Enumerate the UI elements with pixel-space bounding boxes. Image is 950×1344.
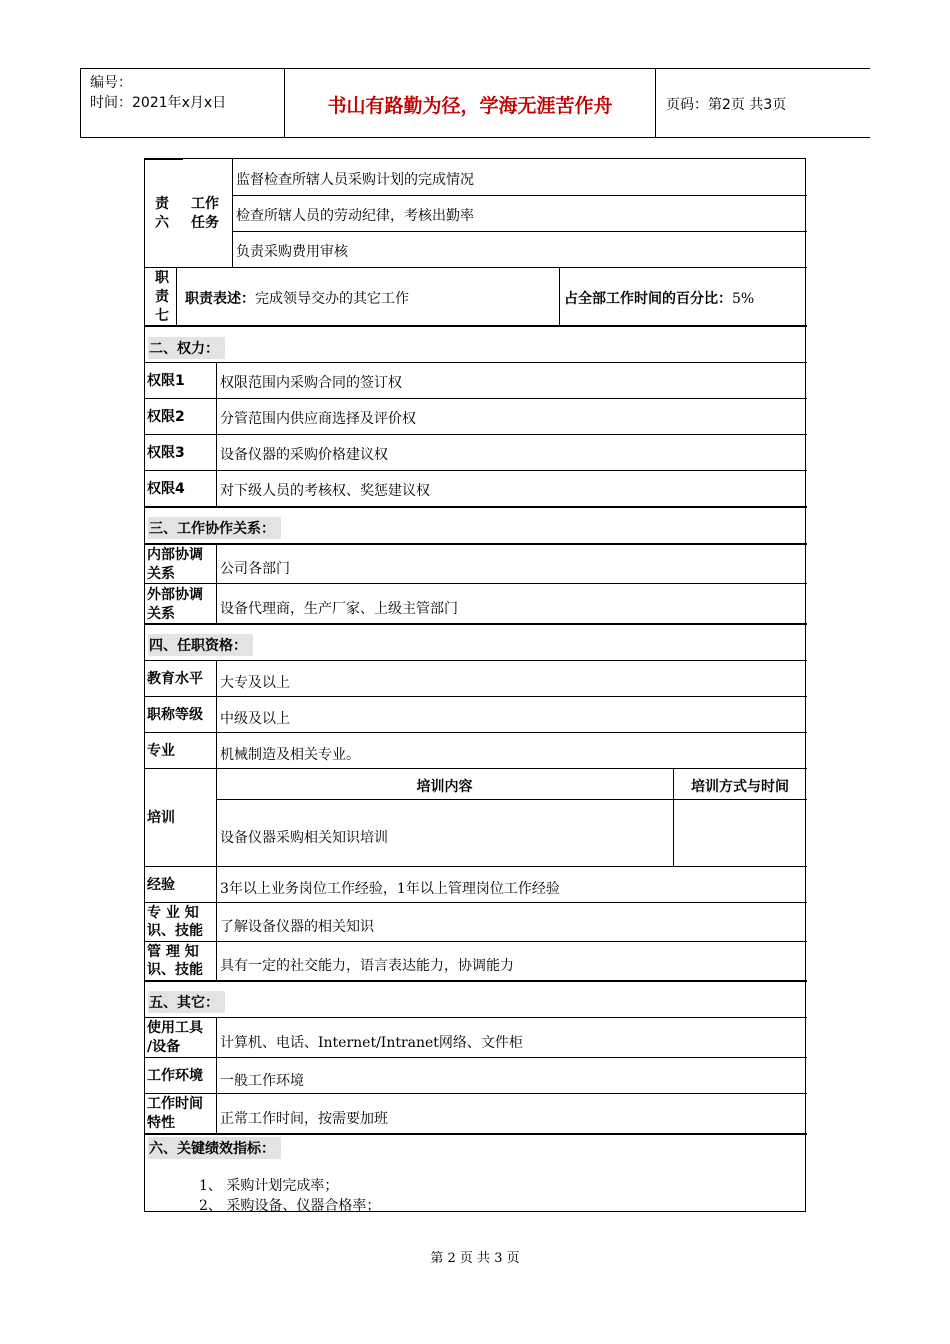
title-level-label: 职称等级 (147, 707, 203, 723)
kpi-item-2: 2、 采购设备、仪器合格率； (199, 1198, 381, 1214)
kpi-item-1: 1、 采购计划完成率； (199, 1178, 339, 1194)
internal-coop-label: 内部协调 关系 (147, 547, 203, 582)
mgmt-skill-label: 管 理 知 识、技能 (147, 944, 203, 978)
internal-coop-value: 公司各部门 (220, 561, 290, 577)
education-label: 教育水平 (147, 671, 203, 687)
experience-value: 3年以上业务岗位工作经验，1年以上管理岗位工作经验 (220, 881, 560, 897)
duty6-task-2: 检查所辖人员的劳动纪律，考核出勤率 (236, 208, 474, 224)
power-2-value: 分管范围内供应商选择及评价权 (220, 411, 416, 427)
duty7-description: 职责表述：完成领导交办的其它工作 (185, 291, 409, 307)
major-label: 专业 (147, 743, 175, 759)
duty6-task-label: 工作 任务 (191, 196, 219, 231)
experience-label: 经验 (147, 877, 175, 893)
training-content: 设备仪器采购相关知识培训 (220, 830, 388, 846)
work-time-value: 正常工作时间，按需要加班 (220, 1111, 388, 1127)
title-level-value: 中级及以上 (220, 711, 290, 727)
job-description-table (144, 158, 806, 1212)
env-label: 工作环境 (147, 1068, 203, 1084)
duty7-label: 职 责 七 (155, 270, 169, 324)
training-label: 培训 (147, 810, 175, 826)
duty7-percentage: 占全部工作时间的百分比：5% (564, 291, 755, 307)
tools-value: 计算机、电话、Internet/Intranet网络、文件柜 (220, 1035, 523, 1051)
training-method-header: 培训方式与时间 (691, 779, 789, 795)
section4-title: 四、任职资格： (148, 634, 253, 656)
prof-skill-label: 专 业 知 识、技能 (147, 905, 203, 939)
duty6-task-1: 监督检查所辖人员采购计划的完成情况 (236, 172, 474, 188)
external-coop-value: 设备代理商，生产厂家、上级主管部门 (220, 601, 458, 617)
power-4-label: 权限4 (147, 481, 185, 497)
env-value: 一般工作环境 (220, 1073, 304, 1089)
tools-label: 使用工具 /设备 (147, 1020, 203, 1055)
work-time-label: 工作时间 特性 (147, 1096, 203, 1131)
section5-title: 五、其它： (148, 991, 225, 1013)
section2-title: 二、权力： (148, 337, 225, 359)
prof-skill-value: 了解设备仪器的相关知识 (220, 919, 374, 935)
external-coop-label: 外部协调 关系 (147, 587, 203, 622)
mgmt-skill-value: 具有一定的社交能力，语言表达能力，协调能力 (220, 958, 514, 974)
header-number: 编号： (90, 75, 132, 91)
duty6-task-3: 负责采购费用审核 (236, 244, 348, 260)
page-footer: 第 2 页 共 3 页 (430, 1251, 520, 1266)
education-value: 大专及以上 (220, 675, 290, 691)
power-3-value: 设备仪器的采购价格建议权 (220, 447, 388, 463)
major-value: 机械制造及相关专业。 (220, 747, 360, 763)
power-4-value: 对下级人员的考核权、奖惩建议权 (220, 483, 430, 499)
page-header (80, 68, 870, 138)
header-date: 时间：2021年x月x日 (90, 95, 227, 111)
training-content-header: 培训内容 (416, 779, 473, 795)
power-1-label: 权限1 (147, 373, 185, 389)
header-motto: 书山有路勤为径，学海无涯苦作舟 (327, 95, 613, 117)
duty6-label: 责 六 (155, 196, 169, 231)
section3-title: 三、工作协作关系： (148, 517, 281, 539)
corner-mark (145, 158, 183, 160)
power-3-label: 权限3 (147, 445, 185, 461)
header-meta (90, 73, 226, 113)
section6-title: 六、关键绩效指标： (148, 1137, 281, 1159)
header-page-info: 页码：第2页 共3页 (666, 97, 787, 113)
power-2-label: 权限2 (147, 409, 185, 425)
power-1-value: 权限范围内采购合同的签订权 (220, 375, 402, 391)
